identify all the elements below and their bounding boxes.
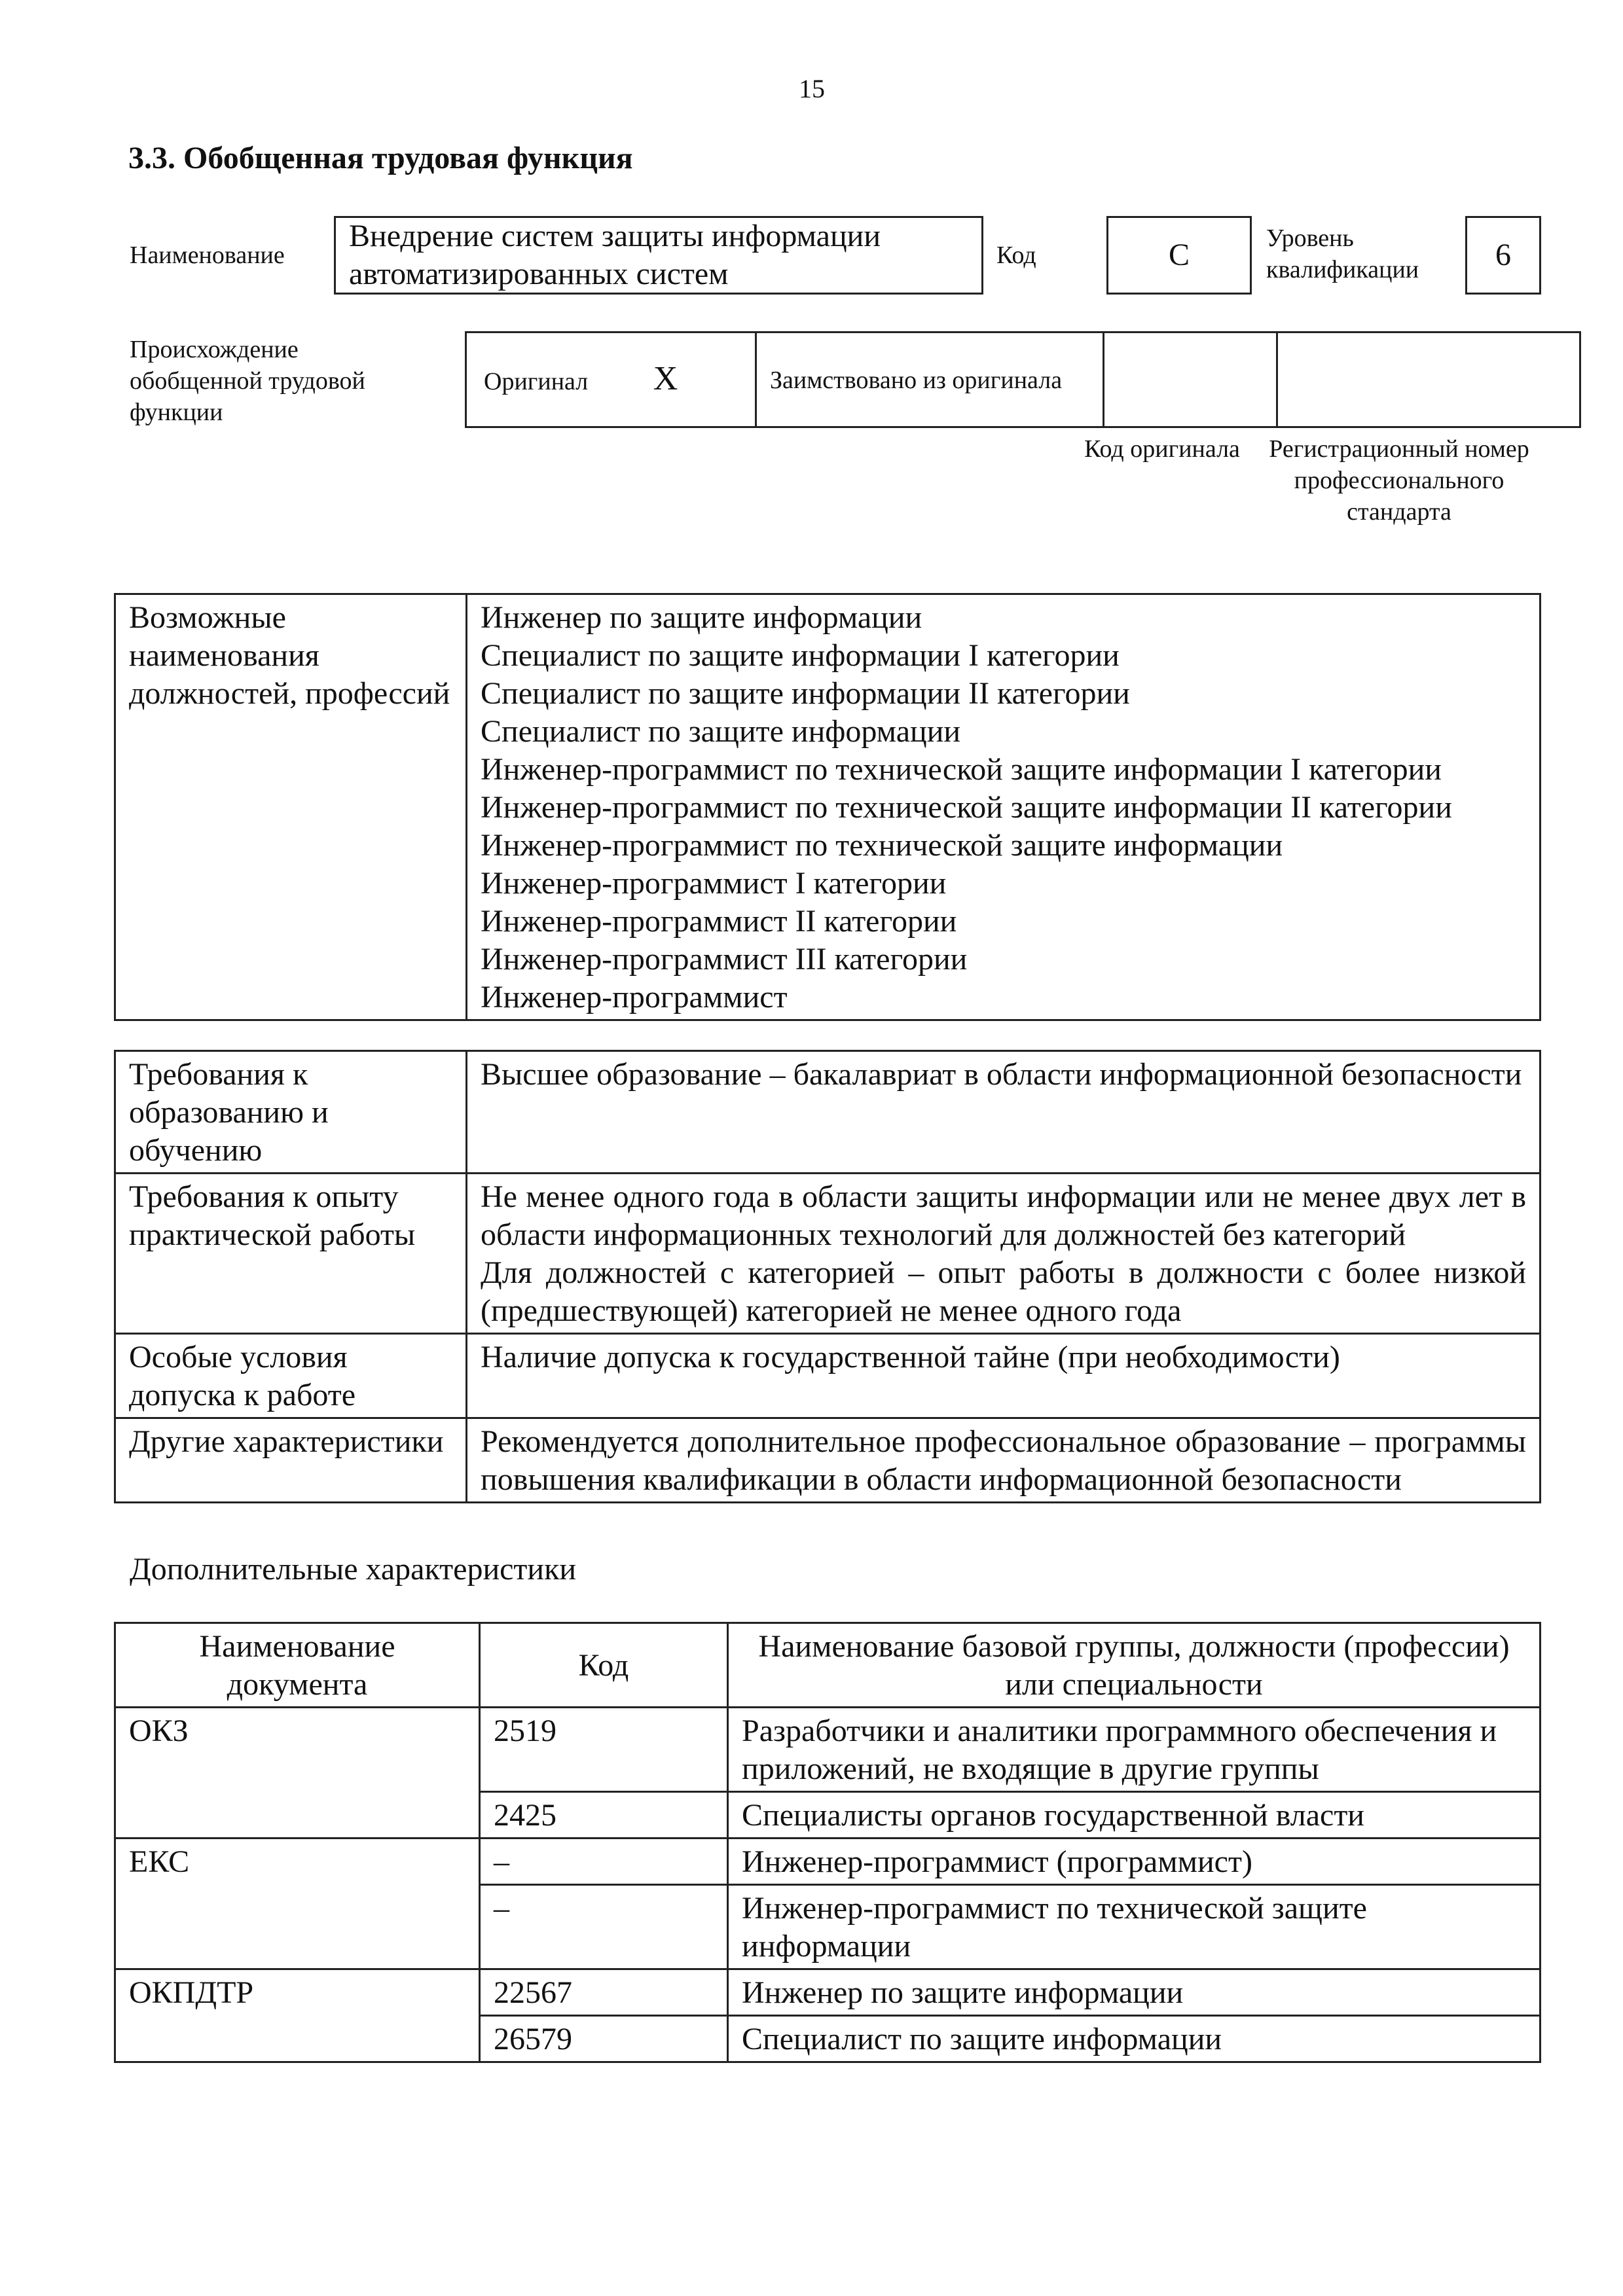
additional-code: 22567 (480, 1969, 728, 2016)
positions-label: Возможные наименования должностей, профессий (115, 594, 467, 1020)
additional-code: 26579 (480, 2016, 728, 2062)
position-item: Инженер-программист I категории (481, 866, 947, 901)
additional-name: Инженер по защите информации (728, 1969, 1541, 2016)
additional-header-code: Код (480, 1623, 728, 1708)
origin-original-label: Оригинал (484, 368, 589, 395)
additional-code: 2519 (480, 1708, 728, 1792)
req-access-value: Наличие допуска к государственной тайне (при необходимости) (467, 1334, 1541, 1418)
position-item: Инженер-программист III категории (481, 942, 968, 977)
additional-name: Инженер-программист по технической защите информации (728, 1885, 1541, 1969)
additional-code: – (480, 1885, 728, 1969)
req-other-value: Рекомендуется дополнительное профессиональное образование – программы повышения квалификации в области информационной безопасности (467, 1418, 1541, 1503)
position-item: Специалист по защите информации II категории (481, 676, 1130, 711)
additional-doc: ЕКС (115, 1839, 480, 1969)
position-item: Инженер-программист II категории (481, 904, 957, 939)
req-experience-label: Требования к опыту практической работы (115, 1174, 467, 1334)
additional-header-name: Наименование базовой группы, должности (профессии) или специальности (728, 1623, 1541, 1708)
name-value-box (334, 216, 983, 295)
additional-table (114, 1622, 1541, 2063)
origin-code-caption: Код оригинала (1084, 435, 1240, 463)
additional-name: Инженер-программист (программист) (728, 1839, 1541, 1885)
additional-name: Специалисты органов государственной власти (728, 1792, 1541, 1839)
req-experience-text-1: Не менее одного года в области защиты информации или не менее двух лет в области информационных технологий для должностей без категорий (481, 1179, 1526, 1252)
req-education-label: Требования к образованию и обучению (115, 1051, 467, 1174)
req-access-label: Особые условия допуска к работе (115, 1334, 467, 1418)
section-title: 3.3. Обобщенная трудовая функция (128, 141, 633, 175)
origin-borrowed-label: Заимствовано из оригинала (756, 332, 1104, 427)
code-value: C (1168, 238, 1190, 272)
origin-reg-caption: Регистрационный номер профессионального стандарта (1269, 435, 1529, 526)
req-experience-text-2: Для должностей с категорией – опыт работы в должности с более низкой (предшествующей) категорией не менее одного года (481, 1255, 1526, 1328)
req-other-label: Другие характеристики (115, 1418, 467, 1503)
positions-list (467, 594, 1541, 1020)
position-item: Инженер-программист (481, 980, 788, 1014)
additional-code: 2425 (480, 1792, 728, 1839)
origin-reg-cell (1277, 332, 1580, 427)
origin-label: Происхождение обобщенной трудовой функции (130, 336, 365, 426)
name-value: Внедрение систем защиты информации автоматизированных систем (349, 219, 881, 291)
positions-table (114, 593, 1541, 1021)
requirements-table (114, 1050, 1541, 1503)
position-item: Специалист по защите информации I категории (481, 638, 1120, 673)
additional-name: Специалист по защите информации (728, 2016, 1541, 2062)
additional-code: – (480, 1839, 728, 1885)
position-item: Специалист по защите информации (481, 714, 961, 749)
req-education-value: Высшее образование – бакалавриат в области информационной безопасности (467, 1051, 1541, 1174)
origin-original-mark: X (653, 360, 678, 397)
position-item: Инженер-программист по технической защите информации (481, 828, 1283, 863)
code-label: Код (996, 242, 1036, 269)
level-value: 6 (1495, 238, 1511, 272)
additional-name: Разработчики и аналитики программного обеспечения и приложений, не входящие в другие группы (728, 1708, 1541, 1792)
req-experience-value (467, 1174, 1541, 1334)
additional-title: Дополнительные характеристики (130, 1552, 577, 1587)
name-label: Наименование (130, 242, 285, 269)
level-label: Уровень квалификации (1266, 224, 1419, 283)
position-item: Инженер по защите информации (481, 600, 922, 635)
level-value-box (1465, 216, 1541, 295)
additional-doc: ОКПДТР (115, 1969, 480, 2062)
additional-header-doc: Наименование документа (115, 1623, 480, 1708)
origin-table (465, 331, 1581, 428)
origin-original-cell (466, 332, 756, 427)
code-value-box (1106, 216, 1252, 295)
additional-doc: ОКЗ (115, 1708, 480, 1839)
position-item: Инженер-программист по технической защите информации I категории (481, 752, 1442, 787)
page-number: 15 (799, 74, 825, 103)
origin-code-cell (1104, 332, 1277, 427)
position-item: Инженер-программист по технической защите информации II категории (481, 790, 1452, 825)
